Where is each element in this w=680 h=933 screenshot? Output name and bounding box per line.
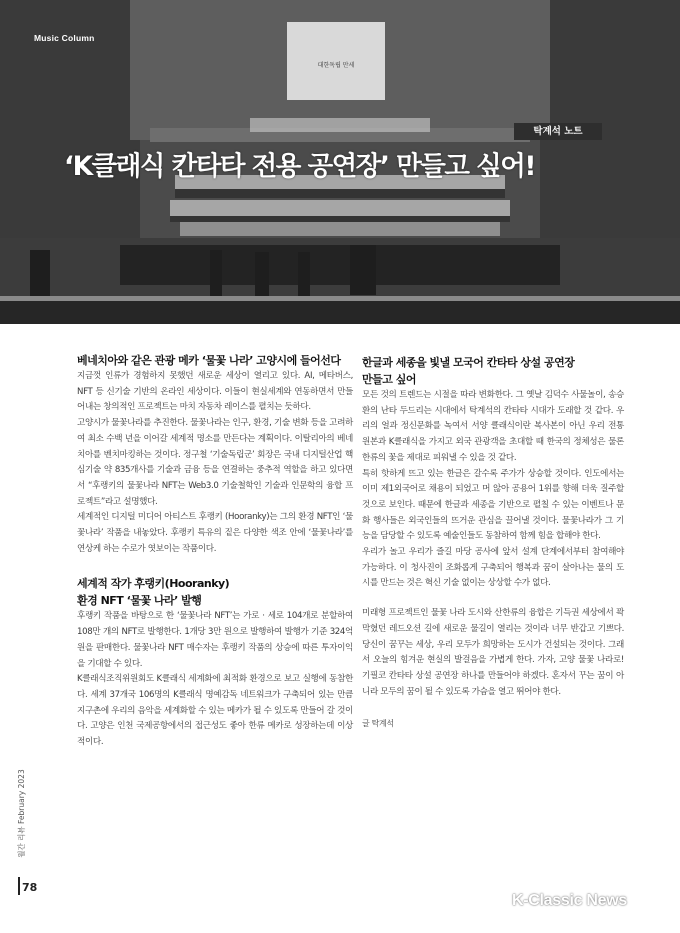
right-heading-1b: 만들고 싶어 bbox=[362, 373, 416, 386]
left-paragraph-3: 세계적인 디지털 미디어 아티스트 후랭키 (Hooranky)는 그의 환경 NFT인 ‘물꽃나라’ 작품을 내놓았다. 후랭키 특유의 짙은 다양한 색조 안에 ‘물꽃나라’를 연상케 하는 수로가 엿보이는 작품이다. bbox=[77, 512, 353, 554]
hero-photo bbox=[0, 0, 680, 324]
left-paragraph-5: K클래식조직위원회도 K클래식 세계화에 최적화 환경으로 보고 실행에 동참한다. 세계 37개국 106명의 K클래식 명예감독 네트워크가 구축되어 있는 만큼 지구촌에 우리의 음악을 세계화할 수 있는 메카가 될 수 있도록 만들어 갈 것이다. 고양은 인천 국제공항에서의 접근성도 좋아 한류 메카로 성장하는데 이상적이다. bbox=[77, 674, 353, 748]
magazine-name: 월간 리뷰 February 2023 bbox=[17, 769, 26, 858]
right-paragraph-4: 미래형 프로젝트인 물꽃 나라 도시와 산한류의 융합은 기득권 세상에서 꽉 막혔던 레드오션 길에 새로운 물길이 열리는 것이라 너무 반갑고 기쁘다. 당신이 꿈꾸는 세상, 우리 모두가 희망하는 도시가 건설되는 것이다. 그래서 오늘의 힘겨운 현실의 발걸음을 가볍게 한다. 가자, 고양 물꽃 나라로! 기필코 칸타타 상설 공연장 하나를 만들어야 하겠다. 혼자서 꾸는 꿈이 아니라 모두의 꿈이 될 수 있도록 가슴을 열고 뛰어야 한다. bbox=[362, 608, 624, 697]
screen-caption: 대한독립 만세 bbox=[317, 62, 355, 69]
article-title: ‘K클래식 칸타타 전용 공연장’ 만들고 싶어! bbox=[64, 151, 535, 182]
right-heading-1a: 한글과 세종을 빛낼 모국어 칸타타 상설 공연장 bbox=[362, 356, 575, 369]
watermark-logo: K-Classic News bbox=[512, 892, 627, 909]
magazine-sidebar bbox=[10, 770, 26, 865]
right-paragraph-2: 특히 핫하게 뜨고 있는 한글은 갈수록 주가가 상승할 것이다. 인도에서는 이미 제1외국어로 채용이 되었고 머 않아 공용어 1위를 향해 더욱 질주할 것으로 보인다. 때문에 한글과 세종을 기반으로 펼칠 수 있는 이벤트나 문화 행사들은 외국인들의 뜨거운 관심을 끌어낼 것이다. 물꽃나라가 그 기능을 담당할 수 있도록 예술인들도 동참하여 함께 힘을 합해야 한다. bbox=[362, 468, 624, 542]
author-badge: 탁계석 노트 bbox=[514, 123, 602, 140]
right-paragraph-1: 모든 것의 트렌드는 시절을 따라 변화한다. 그 옛날 김덕수 사물놀이, 송승환의 난타 두드리는 시대에서 탁계석의 칸타타 시대가 도래할 것 같다. 우리의 얼과 정신문화를 녹여서 서양 클래식이란 복사본이 아닌 우리 전통 원본과 K클래식을 가지고 외국 관광객을 초대할 때 한국의 정체성은 물론 한류의 꽃을 제대로 피워낼 수 있을 것 같다. bbox=[362, 390, 624, 463]
left-heading-2a: 세계적 작가 후랭키(Hooranky) bbox=[77, 577, 230, 591]
left-column bbox=[77, 352, 353, 751]
right-paragraph-3: 우리가 놀고 우리가 즐길 마당 공사에 앞서 설계 단계에서부터 참여해야 가능하다. 이 청사진이 조화롭게 구축되어 행복과 꿈이 살아나는 물의 도시를 만드는 것은 혁신 기술 없이는 상상할 수가 없다. bbox=[362, 547, 624, 589]
page-number-bar bbox=[18, 877, 20, 895]
page-number: 78 bbox=[22, 881, 38, 894]
left-heading-1: 베네치아와 같은 관광 메카 ‘물꽃 나라’ 고양시에 들어선다 bbox=[77, 354, 341, 367]
section-label: Music Column bbox=[34, 33, 95, 43]
left-heading-2b: 환경 NFT ‘물꽃 나라’ 발행 bbox=[77, 594, 202, 608]
right-column bbox=[362, 354, 624, 732]
left-paragraph-2: 고양시가 물꽃나라를 추진한다. 물꽃나라는 인구, 환경, 기술 변화 등을 고려하여 최소 수백 년을 이어갈 세계적 명소를 만든다는 계획이다. 이탈리아의 베네치아를 벤치마킹하는 것이다. 정구철 ‘기술독립군’ 회장은 국내 디지털산업 핵심기술 약 835개사를 기술과 금융 등을 연결하는 중추적 역할을 하고 있다면서 “후랭키의 물꽃나라 NFT는 Web3.0 기술철학인 기술과 인문학의 융합 프로젝트”라고 설명했다. bbox=[77, 418, 353, 507]
left-paragraph-1: 지금껏 인류가 경험하지 못했던 새로운 세상이 열리고 있다. AI, 메타버스, NFT 등 신기술 기반의 온라인 세상이다. 이들이 현실세계와 연동하면서 만들어내는 창의적인 프로젝트는 마치 자동차 레이스를 펼치는 듯하다. bbox=[77, 371, 353, 413]
signature: 글 탁계석 bbox=[362, 719, 394, 729]
left-paragraph-4: 후랭키 작품을 바탕으로 한 ‘물꽃나라 NFT’는 가로 · 세로 104개로 분할하여 108만 개의 NFT로 발행한다. 1개당 3만 원으로 발행하여 발행가 기준 324억 원을 판매한다. 물꽃나라 NFT 매수자는 후랭키 작품의 상승에 따른 투자이익을 기대할 수 있다. bbox=[77, 611, 353, 669]
